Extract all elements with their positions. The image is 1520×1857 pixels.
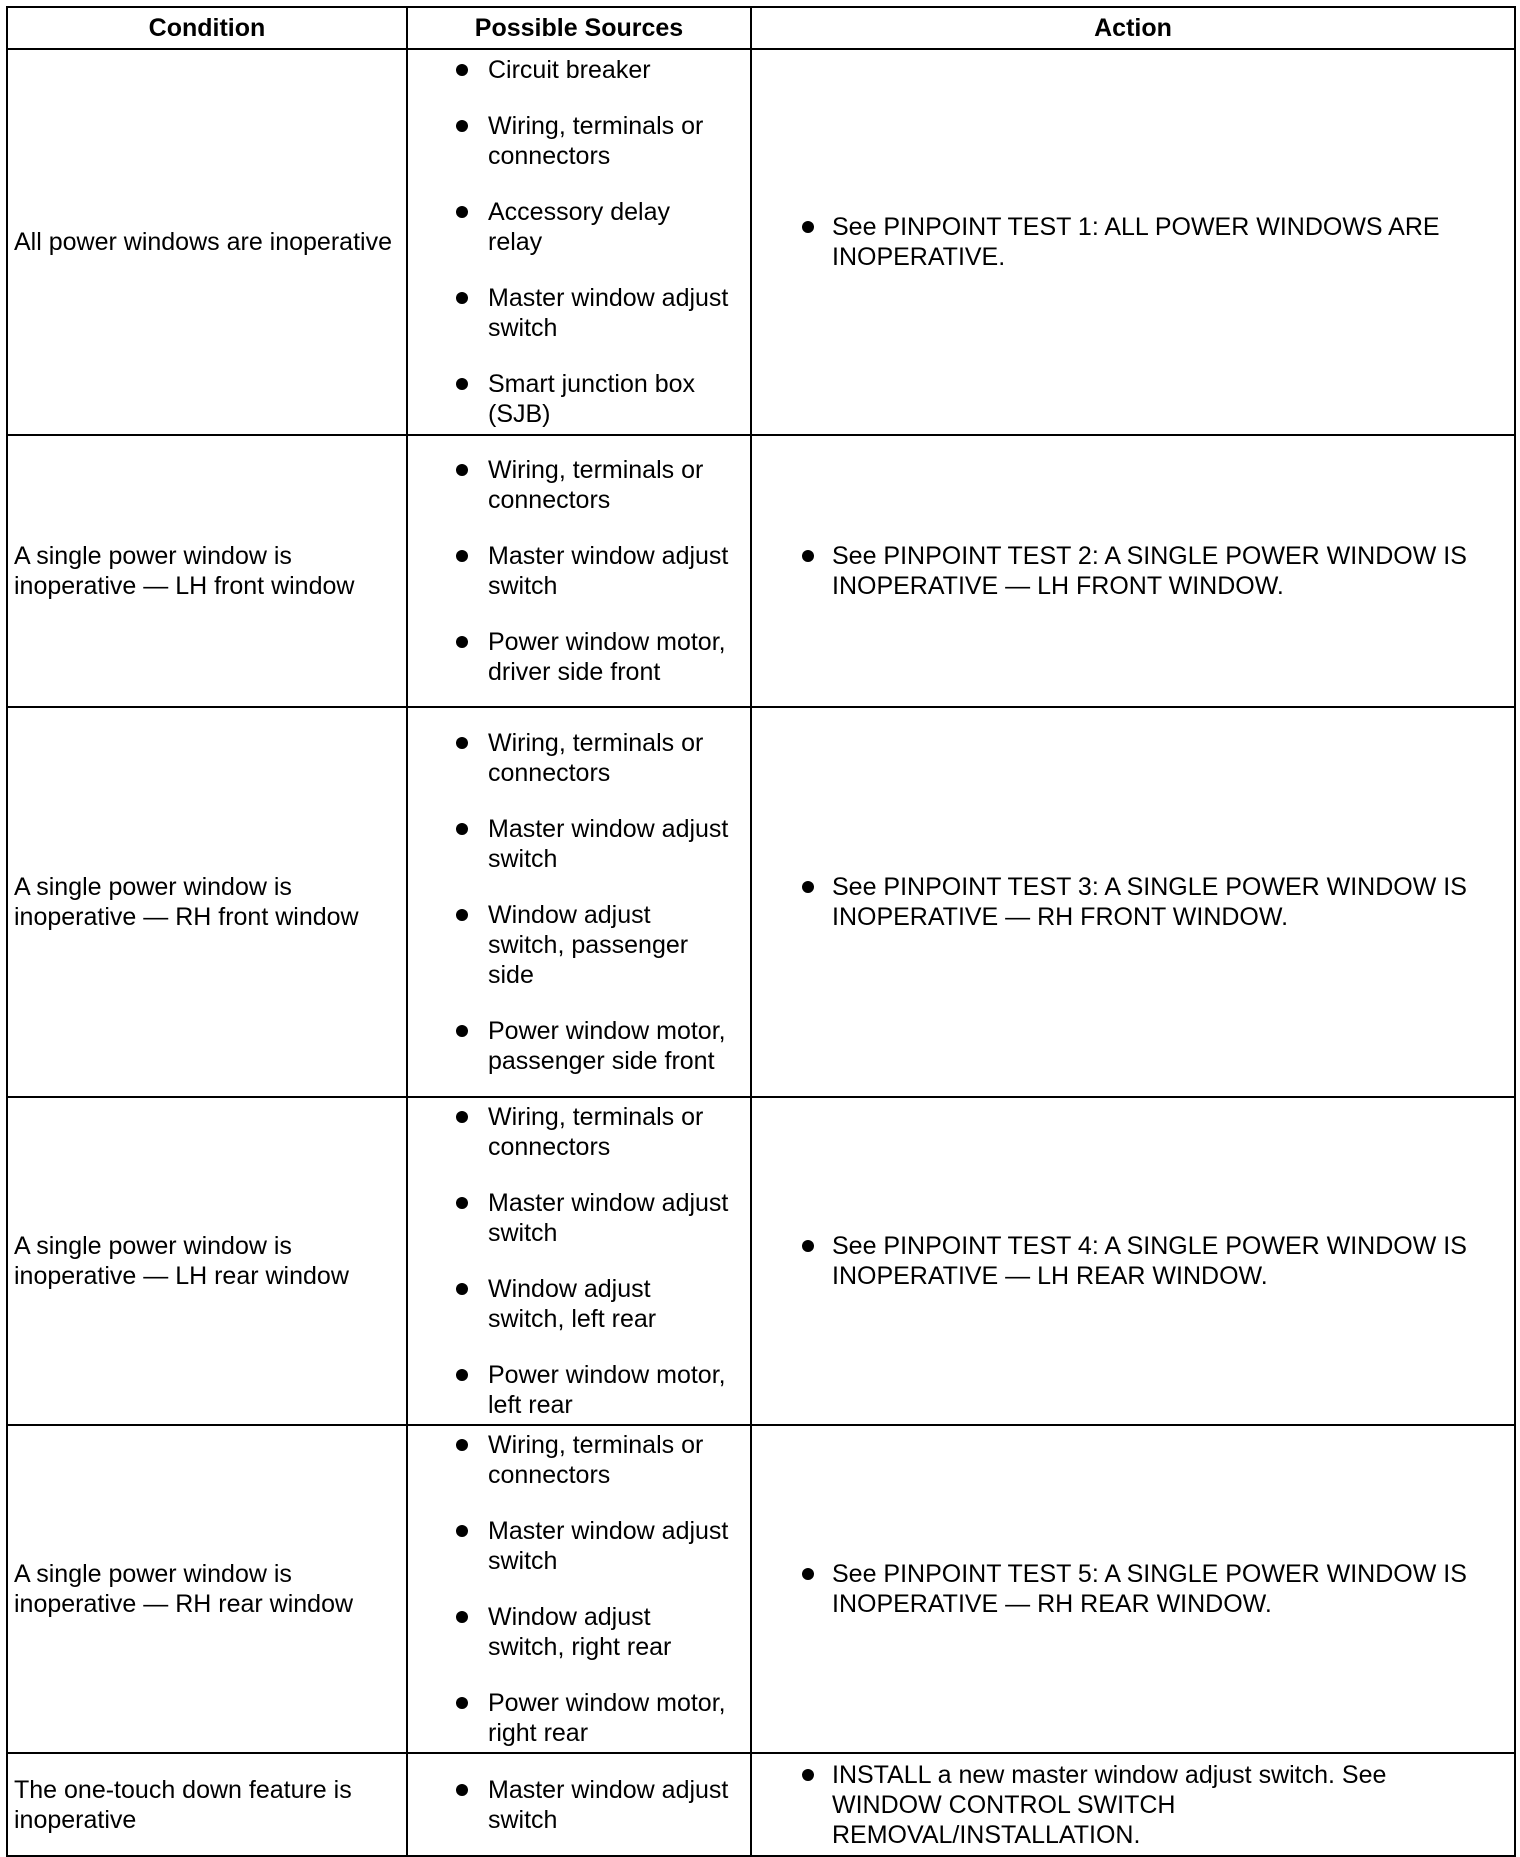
sources-cell [407, 49, 751, 435]
action-list [752, 1231, 1514, 1291]
list-item [408, 1360, 750, 1420]
bullet-icon [456, 378, 468, 390]
bullet-icon [456, 823, 468, 835]
action-text: See PINPOINT TEST 2: A SINGLE POWER WINDOW IS INOPERATIVE — LH FRONT WINDOW. [832, 542, 1467, 600]
list-item [408, 1188, 750, 1248]
action-cell [751, 49, 1515, 435]
condition-cell: All power windows are inoperative [7, 49, 407, 435]
bullet-icon [802, 1568, 814, 1580]
source-text: Power window motor, driver side front [488, 628, 726, 686]
source-text: Window adjust switch, passenger side [488, 901, 689, 989]
source-text: Wiring, terminals or connectors [488, 729, 704, 787]
list-item [408, 814, 750, 874]
list-item [752, 1760, 1514, 1850]
source-text: Wiring, terminals or connectors [488, 1431, 704, 1489]
sources-list [408, 55, 750, 429]
sources-cell [407, 1097, 751, 1425]
bullet-icon [456, 292, 468, 304]
bullet-icon [456, 64, 468, 76]
action-text: See PINPOINT TEST 5: A SINGLE POWER WINDOW IS INOPERATIVE — RH REAR WINDOW. [832, 1560, 1467, 1618]
list-item [408, 55, 750, 85]
list-item [752, 1559, 1514, 1619]
sources-cell [407, 1425, 751, 1753]
list-item [408, 111, 750, 171]
condition-cell: The one-touch down feature is inoperative [7, 1753, 407, 1856]
list-item [752, 541, 1514, 601]
source-text: Master window adjust switch [488, 815, 729, 873]
list-item [408, 197, 750, 257]
list-item [408, 900, 750, 990]
action-cell [751, 1753, 1515, 1856]
source-text: Power window motor, passenger side front [488, 1017, 726, 1075]
bullet-icon [802, 1769, 814, 1781]
bullet-icon [456, 1283, 468, 1295]
source-text: Accessory delay relay [488, 198, 671, 256]
action-text: See PINPOINT TEST 3: A SINGLE POWER WINDOW IS INOPERATIVE — RH FRONT WINDOW. [832, 873, 1467, 931]
list-item [408, 369, 750, 429]
list-item [408, 1516, 750, 1576]
list-item [408, 1274, 750, 1334]
bullet-icon [456, 1025, 468, 1037]
list-item [408, 1775, 750, 1835]
source-text: Master window adjust switch [488, 1775, 729, 1834]
source-text: Power window motor, right rear [488, 1689, 726, 1747]
table-row [7, 707, 1515, 1097]
source-text: Power window motor, left rear [488, 1361, 726, 1419]
bullet-icon [456, 1697, 468, 1709]
list-item [408, 541, 750, 601]
list-item [752, 212, 1514, 272]
bullet-icon [456, 464, 468, 476]
bullet-icon [456, 909, 468, 921]
source-text: Master window adjust switch [488, 1517, 729, 1575]
bullet-icon [456, 1111, 468, 1123]
source-text: Master window adjust switch [488, 1189, 729, 1247]
source-text: Master window adjust switch [488, 284, 729, 342]
bullet-icon [456, 1525, 468, 1537]
list-item [408, 455, 750, 515]
bullet-icon [802, 881, 814, 893]
table-row [7, 1753, 1515, 1856]
action-text: See PINPOINT TEST 4: A SINGLE POWER WINDOW IS INOPERATIVE — LH REAR WINDOW. [832, 1232, 1467, 1290]
bullet-icon [456, 120, 468, 132]
header-possible-sources: Possible Sources [407, 7, 751, 49]
bullet-icon [802, 550, 814, 562]
bullet-icon [802, 1240, 814, 1252]
action-list [752, 872, 1514, 932]
bullet-icon [456, 1611, 468, 1623]
condition-cell: A single power window is inoperative — RH front window [7, 707, 407, 1097]
list-item [752, 1231, 1514, 1291]
source-text: Wiring, terminals or connectors [488, 1103, 704, 1161]
sources-cell [407, 707, 751, 1097]
sources-cell [407, 1753, 751, 1856]
sources-list [408, 1430, 750, 1748]
sources-list [408, 1102, 750, 1420]
bullet-icon [802, 221, 814, 233]
source-text: Window adjust switch, left rear [488, 1275, 657, 1333]
action-list [752, 1559, 1514, 1619]
source-text: Circuit breaker [488, 56, 651, 84]
list-item [752, 872, 1514, 932]
bullet-icon [456, 1369, 468, 1381]
header-condition: Condition [7, 7, 407, 49]
list-item [408, 1016, 750, 1076]
list-item [408, 1430, 750, 1490]
bullet-icon [456, 1197, 468, 1209]
list-item [408, 283, 750, 343]
list-item [408, 728, 750, 788]
source-text: Wiring, terminals or connectors [488, 456, 704, 514]
condition-cell: A single power window is inoperative — LH front window [7, 435, 407, 707]
diagnostic-table-container [6, 6, 1514, 1857]
bullet-icon [456, 550, 468, 562]
sources-cell [407, 435, 751, 707]
table-row [7, 1097, 1515, 1425]
action-text: INSTALL a new master window adjust switch. See WINDOW CONTROL SWITCH REMOVAL/INSTALLATION. [832, 1760, 1387, 1849]
action-cell [751, 1425, 1515, 1753]
bullet-icon [456, 1439, 468, 1451]
sources-list [408, 728, 750, 1076]
header-action: Action [751, 7, 1515, 49]
bullet-icon [456, 737, 468, 749]
table-row [7, 435, 1515, 707]
list-item [408, 1602, 750, 1662]
action-list [752, 541, 1514, 601]
list-item [408, 1688, 750, 1748]
action-cell [751, 435, 1515, 707]
symptom-chart-table [6, 6, 1516, 1857]
action-cell [751, 707, 1515, 1097]
action-list [752, 212, 1514, 272]
table-header-row [7, 7, 1515, 49]
condition-cell: A single power window is inoperative — RH rear window [7, 1425, 407, 1753]
bullet-icon [456, 1784, 468, 1796]
source-text: Window adjust switch, right rear [488, 1603, 672, 1661]
action-cell [751, 1097, 1515, 1425]
source-text: Master window adjust switch [488, 542, 729, 600]
list-item [408, 1102, 750, 1162]
list-item [408, 627, 750, 687]
bullet-icon [456, 206, 468, 218]
condition-cell: A single power window is inoperative — LH rear window [7, 1097, 407, 1425]
source-text: Wiring, terminals or connectors [488, 112, 704, 170]
action-list [752, 1760, 1514, 1850]
bullet-icon [456, 636, 468, 648]
table-row [7, 49, 1515, 435]
sources-list [408, 1775, 750, 1835]
source-text: Smart junction box (SJB) [488, 370, 696, 428]
sources-list [408, 455, 750, 687]
action-text: See PINPOINT TEST 1: ALL POWER WINDOWS ARE INOPERATIVE. [832, 213, 1440, 271]
table-row [7, 1425, 1515, 1753]
